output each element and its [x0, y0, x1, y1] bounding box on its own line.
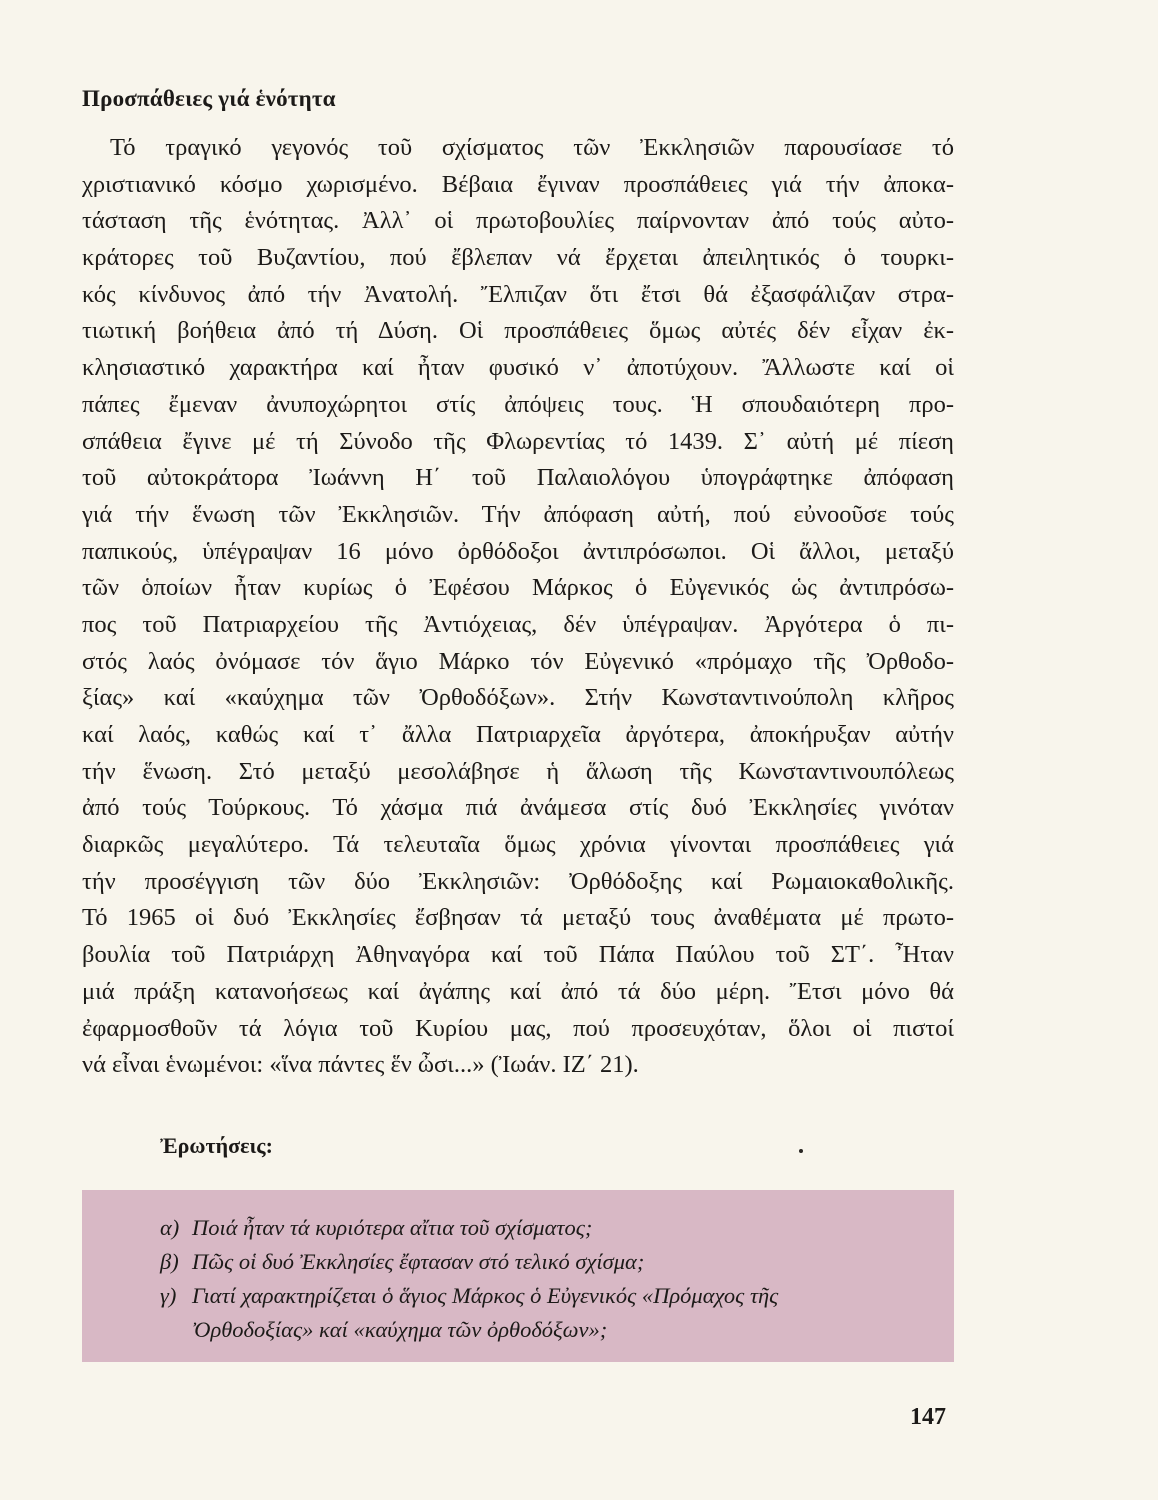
text-line: γιά τήν ἕνωση τῶν Ἐκκλησιῶν. Τήν ἀπόφαση αὐτή, πού εὐνοοῦσε τούς — [82, 500, 954, 528]
questions-heading: Ἐρωτήσεις: — [160, 1133, 273, 1158]
text-line: νά εἶναι ἑνωμένοι: «ἵνα πάντες ἕν ὦσι...» (Ἰωάν. ΙΖ΄ 21). — [82, 1051, 639, 1079]
text-line: ξίας» καί «καύχημα τῶν Ὀρθοδόξων». Στήν Κωνσταντινούπολη κλῆρος — [82, 684, 954, 712]
text-line: χριστιανικό κόσμο χωρισμένο. Βέβαια ἔγιναν προσπάθειες γιά τήν ἀποκα- — [82, 170, 954, 198]
text-line: βουλία τοῦ Πατριάρχη Ἀθηναγόρα καί τοῦ Πάπα Παύλου τοῦ ΣΤ΄. Ἦταν — [82, 941, 954, 969]
text-line: στός λαός ὀνόμασε τόν ἅγιο Μάρκο τόν Εὐγενικό «πρόμαχο τῆς Ὀρθοδο- — [82, 647, 954, 675]
question-label: β) — [160, 1249, 179, 1274]
text-line: πάπες ἔμεναν ἀνυποχώρητοι στίς ἀπόψεις τους. Ἡ σπουδαιότερη προ- — [82, 390, 954, 418]
question-item — [160, 1279, 920, 1313]
page-number: 147 — [910, 1404, 946, 1430]
text-line: ἐφαρμοσθοῦν τά λόγια τοῦ Κυρίου μας, πού προσευχόταν, ὅλοι οἱ πιστοί — [82, 1014, 954, 1042]
section-title: Προσπάθειες γιά ἑνότητα — [82, 86, 336, 111]
text-line: κράτορες τοῦ Βυζαντίου, πού ἔβλεπαν νά ἔρχεται ἀπειλητικός ὁ τουρκι- — [82, 244, 954, 272]
text-line: ἀπό τούς Τούρκους. Τό χάσμα πιά ἀνάμεσα στίς δυό Ἐκκλησίες γινόταν — [82, 794, 954, 822]
text-line: μιά πράξη κατανοήσεως καί ἀγάπης καί ἀπό τά δύο μέρη. Ἔτσι μόνο θά — [82, 977, 954, 1005]
question-item — [160, 1211, 920, 1245]
question-text: Ποιά ἦταν τά κυριότερα αἴτια τοῦ σχίσματος; — [192, 1215, 593, 1240]
text-line: διαρκῶς μεγαλύτερο. Τά τελευταῖα ὅμως χρόνια γίνονται προσπάθειες γιά — [82, 831, 954, 859]
text-line: τοῦ αὐτοκράτορα Ἰωάννη Η΄ τοῦ Παλαιολόγου ὑπογράφτηκε ἀπόφαση — [82, 464, 954, 492]
text-line: τιωτική βοήθεια ἀπό τή Δύση. Οἱ προσπάθειες ὅμως αὐτές δέν εἶχαν ἐκ- — [82, 317, 954, 345]
text-line: τήν προσέγγιση τῶν δύο Ἐκκλησιῶν: Ὀρθόδοξης καί Ρωμαιοκαθολικῆς. — [82, 867, 954, 895]
question-text: Γιατί χαρακτηρίζεται ὁ ἅγιος Μάρκος ὁ Εὐγενικός «Πρόμαχος τῆς — [192, 1283, 779, 1308]
question-label: γ) — [160, 1283, 177, 1308]
question-label: α) — [160, 1215, 180, 1240]
text-line: τάσταση τῆς ἑνότητας. Ἀλλ᾽ οἱ πρωτοβουλίες παίρνονταν ἀπό τούς αὐτο- — [82, 207, 954, 235]
question-text: Πῶς οἱ δυό Ἐκκλησίες ἔφτασαν στό τελικό σχίσμα; — [192, 1249, 645, 1274]
ink-dot — [799, 1149, 803, 1153]
text-line: τῶν ὁποίων ἦταν κυρίως ὁ Ἐφέσου Μάρκος ὁ Εὐγενικός ὡς ἀντιπρόσω- — [82, 574, 954, 602]
text-line: κός κίνδυνος ἀπό τήν Ἀνατολή. Ἔλπιζαν ὅτι ἔτσι θά ἐξασφάλιζαν στρα- — [82, 280, 954, 308]
questions-list — [160, 1211, 920, 1347]
text-line: Τό 1965 οἱ δυό Ἐκκλησίες ἔσβησαν τά μεταξύ τους ἀναθέματα μέ πρωτο- — [82, 904, 954, 932]
question-text-continuation: Ὀρθοδοξίας» καί «καύχημα τῶν ὀρθοδόξων»; — [192, 1317, 608, 1342]
text-line: πος τοῦ Πατριαρχείου τῆς Ἀντιόχειας, δέν ὑπέγραψαν. Ἀργότερα ὁ πι- — [82, 610, 954, 638]
text-line: Τό τραγικό γεγονός τοῦ σχίσματος τῶν Ἐκκλησιῶν παρουσίασε τό — [110, 134, 954, 161]
text-line: παπικούς, ὑπέγραψαν 16 μόνο ὀρθόδοξοι ἀντιπρόσωποι. Οἱ ἄλλοι, μεταξύ — [82, 537, 954, 565]
question-item — [160, 1245, 920, 1279]
text-line: σπάθεια ἔγινε μέ τή Σύνοδο τῆς Φλωρεντίας τό 1439. Σ᾽ αὐτή μέ πίεση — [82, 427, 954, 455]
text-line: τήν ἕνωση. Στό μεταξύ μεσολάβησε ἡ ἅλωση τῆς Κωνσταντινουπόλεως — [82, 757, 954, 785]
body-paragraph — [82, 130, 954, 1084]
text-line: καί λαός, καθώς καί τ᾽ ἄλλα Πατριαρχεῖα ἀργότερα, ἀποκήρυξαν αὐτήν — [82, 721, 954, 748]
text-line: κλησιαστικό χαρακτήρα καί ἦταν φυσικό ν᾽ ἀποτύχουν. Ἄλλωστε καί οἱ — [82, 354, 954, 382]
